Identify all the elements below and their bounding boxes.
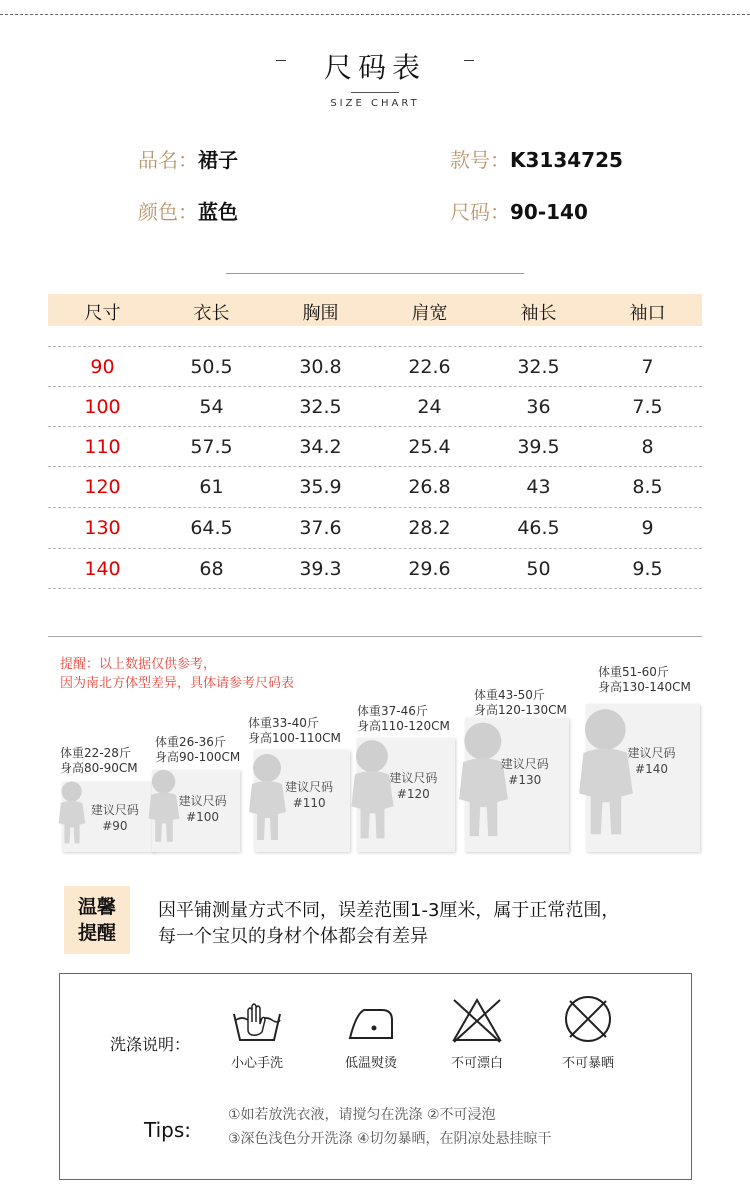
cell-size: 140 xyxy=(84,558,121,580)
cell-cuff: 9.5 xyxy=(632,558,663,580)
cell-cuff: 7 xyxy=(641,356,654,378)
table-row xyxy=(48,426,702,465)
header-chest: 胸围 xyxy=(302,303,339,324)
page-title: 尺码表 xyxy=(323,51,426,84)
warm-tip-badge-line1: 温馨 xyxy=(77,896,116,918)
kid-height: 身高110-120CM xyxy=(357,719,450,733)
warm-tip-badge xyxy=(64,886,130,954)
cell-length: 64.5 xyxy=(190,517,233,539)
table-row xyxy=(48,346,702,385)
style-number-value: K3134725 xyxy=(510,148,623,172)
size-range-value: 90-140 xyxy=(510,200,588,224)
kid-weight: 体重33-40斤 xyxy=(248,716,319,730)
kid-suggest-text xyxy=(372,770,455,802)
kid-measure-label xyxy=(357,704,450,734)
no-tumble-dry-icon xyxy=(561,994,615,1044)
care-item-hand-wash xyxy=(222,1000,292,1071)
style-number-row xyxy=(450,144,623,173)
no-bleach-icon xyxy=(450,996,504,1044)
kid-suggest-label: 建议尺码 xyxy=(500,756,549,771)
care-item-no-sun xyxy=(553,994,623,1071)
cell-cuff: 9 xyxy=(641,517,654,539)
cell-shoulder: 22.6 xyxy=(408,356,451,378)
cell-shoulder: 26.8 xyxy=(408,476,451,498)
kid-height: 身高100-110CM xyxy=(248,731,341,745)
kid-height: 身高90-100CM xyxy=(155,750,241,764)
product-name-value: 裙子 xyxy=(198,148,238,172)
table-row xyxy=(48,466,702,505)
tips-label: Tips: xyxy=(144,1118,192,1142)
cell-length: 50.5 xyxy=(190,356,233,378)
size-range-row xyxy=(450,196,588,225)
cell-shoulder: 29.6 xyxy=(408,558,451,580)
cell-length: 57.5 xyxy=(190,436,233,458)
kid-suggest-size: #130 xyxy=(508,772,542,787)
header-length: 衣长 xyxy=(193,303,230,324)
kid-height: 身高130-140CM xyxy=(598,680,691,694)
cell-size: 90 xyxy=(90,356,115,378)
style-number-key: 款号： xyxy=(450,148,510,172)
color-key: 颜色： xyxy=(138,200,198,224)
care-item-label: 不可漂白 xyxy=(450,1056,503,1071)
product-name-key: 品名： xyxy=(138,148,198,172)
title-right-dash xyxy=(464,60,474,61)
hand-wash-icon xyxy=(230,1000,284,1044)
kid-suggest-text xyxy=(481,756,569,788)
care-item-label: 不可暴晒 xyxy=(561,1056,614,1071)
cell-shoulder: 24 xyxy=(417,396,442,418)
kid-suggest-size: #110 xyxy=(292,795,326,810)
kid-suggest-size: #100 xyxy=(186,809,220,824)
warm-tip-badge-line2: 提醒 xyxy=(77,922,116,944)
title-left-dash xyxy=(276,60,286,61)
care-item-low-iron xyxy=(336,1000,406,1071)
cell-sleeve-length: 32.5 xyxy=(517,356,560,378)
tips-line-1: ①如若放洗衣液，请搅匀在洗涤 ②不可浸泡 xyxy=(228,1107,496,1123)
child-silhouette-icon xyxy=(566,706,646,852)
kid-suggest-label: 建议尺码 xyxy=(285,779,334,794)
tips-line-2: ③深色浅色分开洗涤 ④切勿暴晒，在阴凉处悬挂晾干 xyxy=(228,1131,552,1147)
cell-cuff: 8 xyxy=(641,436,654,458)
header-shoulder: 肩宽 xyxy=(411,303,448,324)
reference-note-line2: 因为南北方体型差异，具体请参考尺码表 xyxy=(60,676,295,691)
color-value: 蓝色 xyxy=(198,200,238,224)
kid-weight: 体重37-46斤 xyxy=(357,704,428,718)
table-row xyxy=(48,507,702,546)
care-item-label: 小心手洗 xyxy=(230,1056,283,1071)
kid-suggest-label: 建议尺码 xyxy=(178,793,227,808)
cell-cuff: 7.5 xyxy=(632,396,663,418)
warm-tip-text-line1: 因平铺测量方式不同，误差范围1-3厘米，属于正常范围， xyxy=(158,900,620,921)
cell-sleeve-length: 39.5 xyxy=(517,436,560,458)
kid-suggest-label: 建议尺码 xyxy=(389,770,438,785)
cell-length: 54 xyxy=(199,396,224,418)
cell-size: 120 xyxy=(84,476,121,498)
cell-chest: 39.3 xyxy=(299,558,342,580)
kid-suggest-text xyxy=(268,779,350,811)
cell-chest: 30.8 xyxy=(299,356,342,378)
kid-measure-label xyxy=(474,688,567,718)
page-title-block xyxy=(0,46,750,86)
kid-height: 身高80-90CM xyxy=(60,761,138,775)
top-dashed-divider xyxy=(0,14,750,15)
kid-suggest-size: #120 xyxy=(396,786,430,801)
cell-sleeve-length: 46.5 xyxy=(517,517,560,539)
kid-suggest-size: #90 xyxy=(102,818,128,833)
header-size: 尺寸 xyxy=(84,303,121,324)
table-row xyxy=(48,548,702,587)
kid-suggest-label: 建议尺码 xyxy=(90,802,139,817)
reference-note xyxy=(60,655,294,693)
cell-sleeve-length: 43 xyxy=(526,476,551,498)
section-divider xyxy=(48,636,702,637)
cell-shoulder: 25.4 xyxy=(408,436,451,458)
cell-shoulder: 28.2 xyxy=(408,517,451,539)
product-name-row xyxy=(138,144,238,173)
care-instructions-panel xyxy=(59,973,692,1180)
kid-weight: 体重43-50斤 xyxy=(474,688,545,702)
kid-measure-label xyxy=(248,716,341,746)
color-row xyxy=(138,196,238,225)
cell-chest: 37.6 xyxy=(299,517,342,539)
info-divider xyxy=(226,273,524,274)
table-row xyxy=(48,386,702,425)
cell-size: 110 xyxy=(84,436,121,458)
care-label: 洗涤说明： xyxy=(110,1035,191,1054)
kid-weight: 体重26-36斤 xyxy=(155,735,226,749)
header-sleeve-length: 袖长 xyxy=(520,303,557,324)
kid-suggest-text xyxy=(603,745,700,777)
cell-size: 130 xyxy=(84,517,121,539)
warm-tip-text xyxy=(158,898,619,950)
cell-chest: 34.2 xyxy=(299,436,342,458)
cell-sleeve-length: 50 xyxy=(526,558,551,580)
kid-weight: 体重22-28斤 xyxy=(60,746,131,760)
cell-sleeve-length: 36 xyxy=(526,396,551,418)
warm-tip-text-line2: 每一个宝贝的身材个体都会有差异 xyxy=(158,926,428,947)
cell-size: 100 xyxy=(84,396,121,418)
cell-chest: 35.9 xyxy=(299,476,342,498)
table-bottom-divider xyxy=(48,588,702,589)
reference-note-line1: 提醒：以上数据仅供参考， xyxy=(60,657,217,672)
cell-chest: 32.5 xyxy=(299,396,342,418)
kid-measure-label xyxy=(155,735,240,765)
kid-suggest-text xyxy=(165,793,240,825)
kid-suggest-size: #140 xyxy=(635,762,669,777)
kid-weight: 体重51-60斤 xyxy=(598,665,669,679)
cell-length: 68 xyxy=(199,558,224,580)
kid-measure-label xyxy=(598,665,691,695)
size-table-header xyxy=(48,294,702,326)
cell-length: 61 xyxy=(199,476,224,498)
kid-measure-label xyxy=(60,746,138,776)
care-item-label: 低温熨烫 xyxy=(344,1056,397,1071)
kid-suggest-label: 建议尺码 xyxy=(627,746,676,761)
title-underline xyxy=(351,92,399,93)
header-cuff: 袖口 xyxy=(629,303,666,324)
size-range-key: 尺码： xyxy=(450,200,510,224)
low-iron-icon xyxy=(344,1000,398,1044)
care-item-no-bleach xyxy=(442,996,512,1071)
kid-height: 身高120-130CM xyxy=(474,703,567,717)
cell-cuff: 8.5 xyxy=(632,476,663,498)
page-subtitle: SIZE CHART xyxy=(330,98,420,109)
